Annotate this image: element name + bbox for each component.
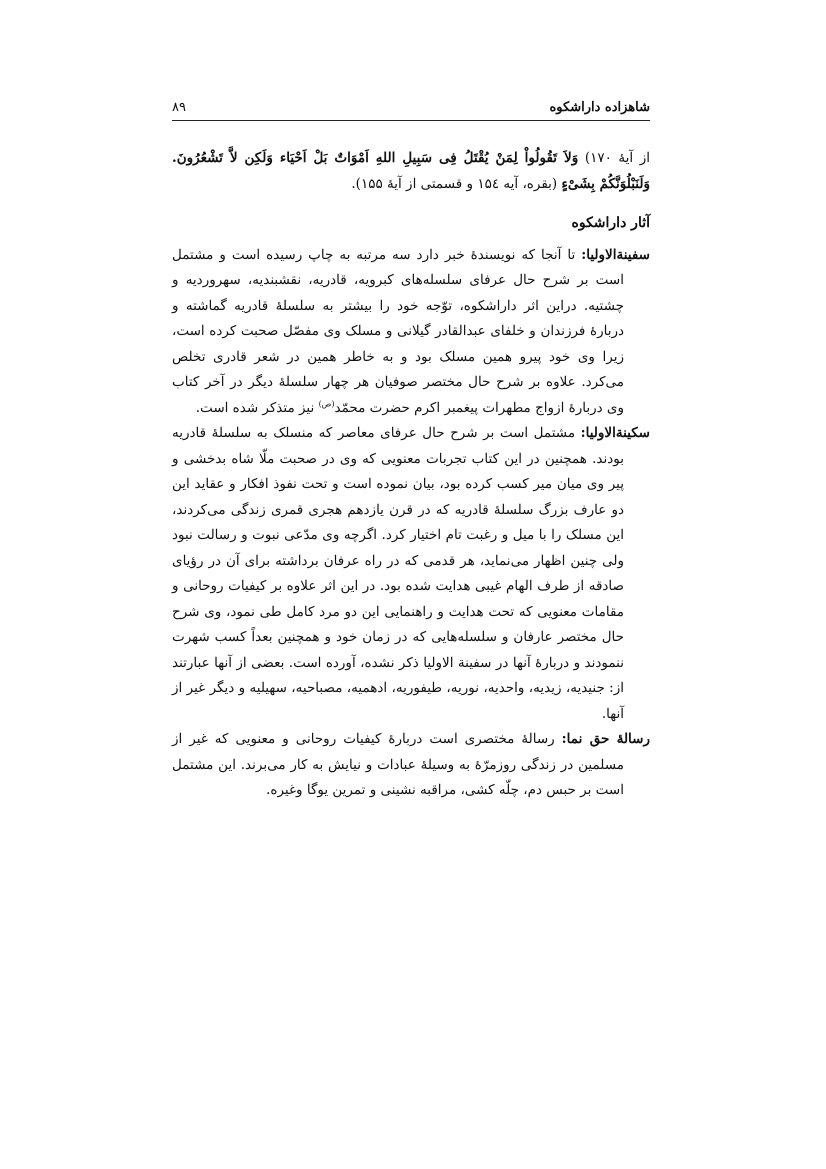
entry-term: رسالهٔ حق نما: — [561, 731, 650, 747]
quran-citation — [172, 146, 650, 197]
entry-risala-haqnuma — [172, 727, 650, 804]
running-header — [172, 94, 650, 121]
honorific-superscript: (ص) — [318, 399, 335, 408]
quote-prefix: از آیهٔ ۱۷۰) — [578, 150, 650, 166]
page-body — [172, 146, 650, 804]
entry-text: مشتمل است بر شرح حال عرفای معاصر که منسلک به سلسلهٔ قادریه بودند. همچنین در این کتاب تجربات معنویی که وی در صحبت ملّا شاه بدخشی و پیر وی میان میر کسب کرده بود، بیان نموده است و تحت نفوذ افکار و عقاید این دو عارف بزرگ سلسلهٔ قادریه که در قرن یازدهم هجری قمری زندگی می‌کردند، این مسلک را با میل و رغبت تام اختیار کرد. اگرچه وی مدّعی نبوت و رسالت نبود ولی چنین اظهار می‌نماید، هر قدمی که در راه عرفان برداشته برای آن در رؤیای صادقه از طرف الهام غیبی هدایت شده بود. در این اثر علاوه بر کیفیات روحانی و مقامات معنویی که تحت هدایت و راهنمایی این دو مرد کامل طی نمود، وی شرح حال مختصر عارفان و سلسله‌هایی که در زمان خود و همچنین بعداً کسب شهرت ننمودند و دربارهٔ آنها در سفینة الاولیا ذکر نشده، آورده است. بعضی از آنها عبارتند از: جنیدیه، زیدیه، واحدیه، نوریه، طیفوریه، ادهمیه، مصباحیه، سهیلیه و دیگر غیر از آنها. — [172, 425, 625, 722]
verse-reference: (بقره، آیه ۱۵٤ و قسمتی از آیهٔ ۱۵۵). — [351, 175, 562, 192]
quran-verse: وَلاَ تَقُولُواْ لِمَنْ يُقْتَلُ فِى سَبِيلِ اللهِ اَمْوَاتٌ بَلْ اَحْيَاء وَلَكِن لاَّ تَشْعُرُونَ. وَلَنَبْلُوَنَّكُمْ بِشَىْءٍ — [172, 150, 650, 192]
entry-text: رسالهٔ مختصری است دربارهٔ کیفیات روحانی و معنویی که غیر از مسلمین در زندگی روزمرّهٔ به وسیلهٔ عبادات و نیایش به کار می‌برند. این مشتمل است بر حبس دم، چلّه کشی، مراقبه نشینی و تمرین یوگا وغیره. — [172, 731, 624, 798]
entry-safinat-al-awliya — [172, 243, 650, 422]
entry-term: سکینةالاولیا: — [580, 425, 650, 441]
entry-text: تا آنجا که نویسندهٔ خبر دارد سه مرتبه به چاپ رسیده است و مشتمل است بر شرح حال عرفای سلسله‌های کبرویه، قادریه، نقشبندیه، سهروردیه و چشتیه. دراین اثر داراشکوه، توّجه خود را بیشتر به سلسلهٔ قادریه گماشته و دربارهٔ فرزندان و خلفای عبدالقادر گیلانی و مسلک وی مفصّل صحبت کرده است، زیرا وی خود پیرو همین مسلک بود و به خاطر همین در شعر قادری تخلص می‌کرد. علاوه بر شرح حال مختصر صوفیان هر چهار سلسلهٔ دیگر در آخر کتاب وی دربارهٔ ازواج مطهرات پیغمبر اکرم حضرت محمّد — [172, 246, 624, 416]
entry-sakinat-al-awliya — [172, 421, 650, 727]
page-number: ۸۹ — [172, 99, 186, 115]
entry-term: سفینةالاولیا: — [581, 246, 650, 263]
running-title: شاهزاده داراشکوه — [549, 99, 650, 115]
entry-text-after: نیز متذکر شده است. — [195, 399, 319, 416]
section-heading: آثار داراشکوه — [571, 215, 650, 231]
